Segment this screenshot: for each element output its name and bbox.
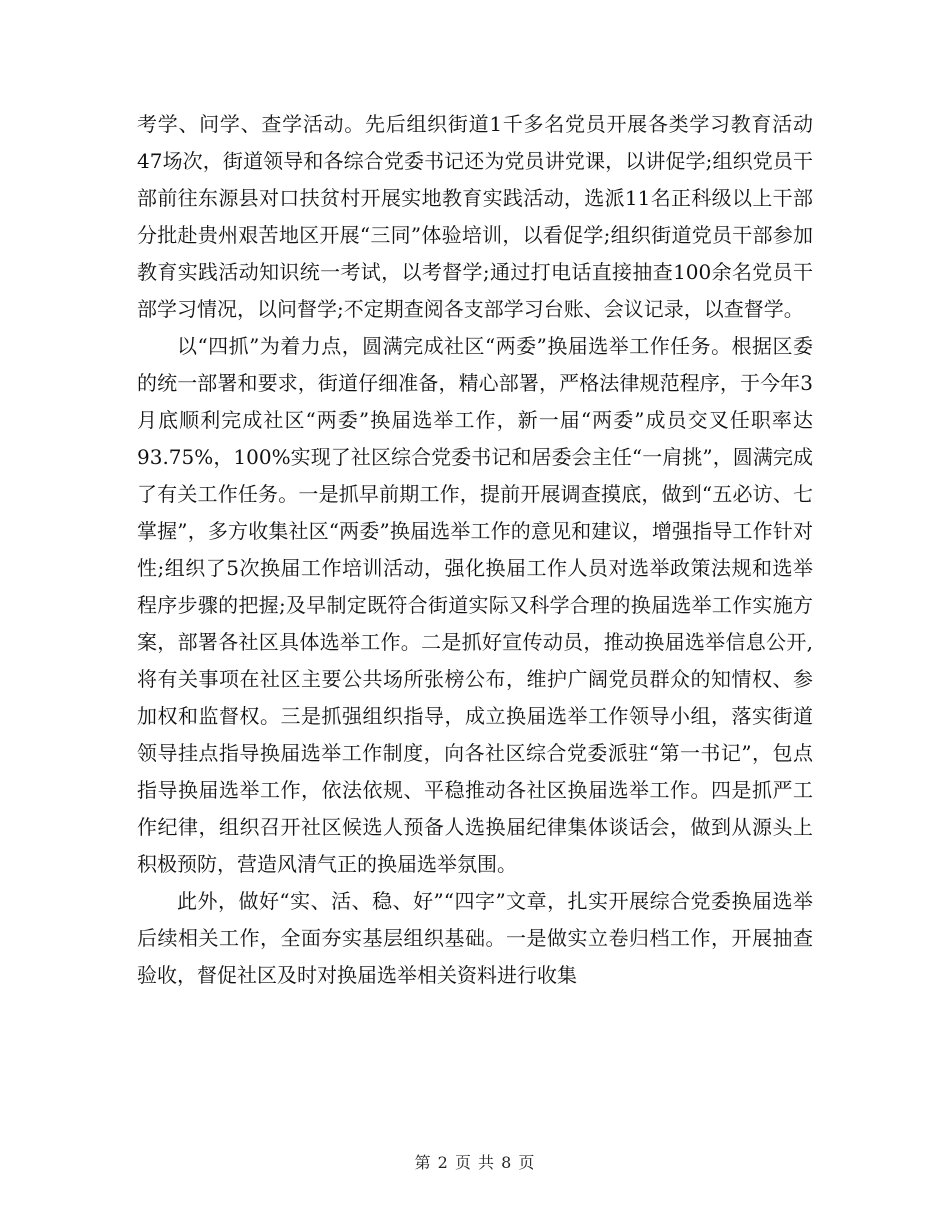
paragraph-3: 此外，做好“实、活、稳、好”“四字”文章，扎实开展综合党委换届选举后续相关工作，全面夯实基层组织基础。一是做实立卷归档工作，开展抽查验收，督促社区及时对换届选举相关资料进行收集 <box>137 889 813 987</box>
paragraph-1: 考学、问学、查学活动。先后组织街道1千多名党员开展各类学习教育活动47场次，街道领导和各综合党委书记还为党员讲党课，以讲促学;组织党员干部前往东源县对口扶贫村开展实地教育实践活动，选派11名正科级以上干部分批赴贵州艰苦地区开展“三同”体验培训，以看促学;组织街道党员干部参加教育实践活动知识统一考试，以考督学;通过打电话直接抽查100余名党员干部学习情况，以问督学;不定期查阅各支部学习台账、会议记录，以查督学。 <box>137 112 813 321</box>
page-number-label: 第 2 页 共 8 页 <box>414 1153 536 1172</box>
document-body <box>137 106 813 994</box>
paragraph-2: 以“四抓”为着力点，圆满完成社区“两委”换届选举工作任务。根据区委的统一部署和要求，街道仔细准备，精心部署，严格法律规范程序，于今年3月底顺利完成社区“两委”换届选举工作，新一届“两委”成员交叉任职率达93.75%，100%实现了社区综合党委书记和居委会主任“一肩挑”，圆满完成了有关工作任务。一是抓早前期工作，提前开展调查摸底，做到“五必访、七掌握”，多方收集社区“两委”换届选举工作的意见和建议，增强指导工作针对性;组织了5次换届工作培训活动，强化换届工作人员对选举政策法规和选举程序步骤的把握;及早制定既符合街道实际又科学合理的换届选举工作实施方案，部署各社区具体选举工作。二是抓好宣传动员，推动换届选举信息公开,将有关事项在社区主要公共场所张榜公布，维护广阔党员群众的知情权、参加权和监督权。三是抓强组织指导，成立换届选举工作领导小组，落实街道领导挂点指导换届选举工作制度，向各社区综合党委派驻“第一书记”，包点指导换届选举工作，依法依规、平稳推动各社区换届选举工作。四是抓严工作纪律，组织召开社区候选人预备人选换届纪律集体谈话会，做到从源头上积极预防，营造风清气正的换届选举氛围。 <box>137 334 813 876</box>
page-footer <box>0 1150 950 1173</box>
